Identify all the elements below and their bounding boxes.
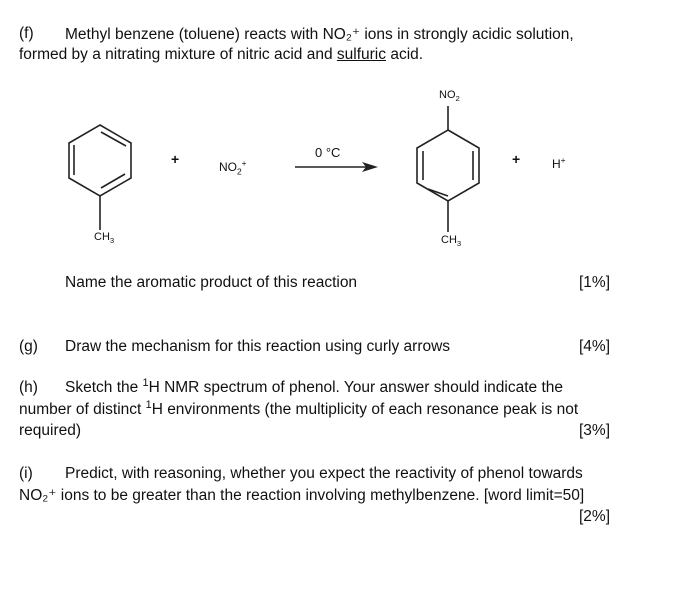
question-h-label: (h) <box>19 379 38 396</box>
question-f-prompt: Name the aromatic product of this reaction <box>65 274 358 291</box>
reaction-condition: 0 °C <box>315 145 341 160</box>
question-i-line2: NO₂⁺ ions to be greater than the reaction involving methylbenzene. [word limit=50] <box>19 487 585 504</box>
question-f-label: (f) <box>19 25 34 42</box>
toluene-double-bond-2 <box>101 174 125 188</box>
question-h-line3: required) <box>19 422 82 439</box>
question-i-label: (i) <box>19 465 33 482</box>
product-structure <box>417 106 479 232</box>
reaction-scheme <box>0 0 677 270</box>
question-i-marks: [2%] <box>579 508 611 525</box>
toluene-double-bond-1 <box>101 132 126 146</box>
question-f-line2-prefix: formed by a nitrating mixture of nitric acid and <box>19 46 337 63</box>
reactant-ch3-label: $CH_3$ <box>94 231 115 246</box>
question-g-marks: [4%] <box>579 338 611 355</box>
question-i-line1: Predict, with reasoning, whether you expect the reactivity of phenol towards <box>65 465 583 482</box>
product-no2-label: $NO_2$ <box>439 89 460 104</box>
toluene-ring <box>69 125 131 196</box>
question-h-line2: number of distinct $^1$H environments (the multiplicity of each resonance peak is not <box>19 398 579 418</box>
reagent-no2-plus: $NO_2^+$ <box>219 158 247 177</box>
reaction-arrow <box>295 162 378 172</box>
plus-sign-1: + <box>171 151 180 167</box>
plus-sign-2: + <box>512 151 521 167</box>
byproduct-h-plus: H+ <box>552 155 566 171</box>
question-f-line2-suffix: acid. <box>386 46 424 63</box>
question-g-label: (g) <box>19 338 38 355</box>
question-h-marks: [3%] <box>579 422 611 439</box>
question-f-sulfuric: sulfuric <box>336 46 387 63</box>
toluene-structure <box>69 125 131 230</box>
question-g-text: Draw the mechanism for this reaction using curly arrows <box>65 338 451 355</box>
question-h-line1: Sketch the $^1$H NMR spectrum of phenol. Your answer should indicate the <box>65 376 563 396</box>
product-ch3-label: $CH_3$ <box>441 234 462 249</box>
product-ring <box>417 130 479 201</box>
question-f-line1: Methyl benzene (toluene) reacts with NO₂⁺ ions in strongly acidic solution, <box>65 26 574 43</box>
question-f-marks: [1%] <box>579 274 611 291</box>
